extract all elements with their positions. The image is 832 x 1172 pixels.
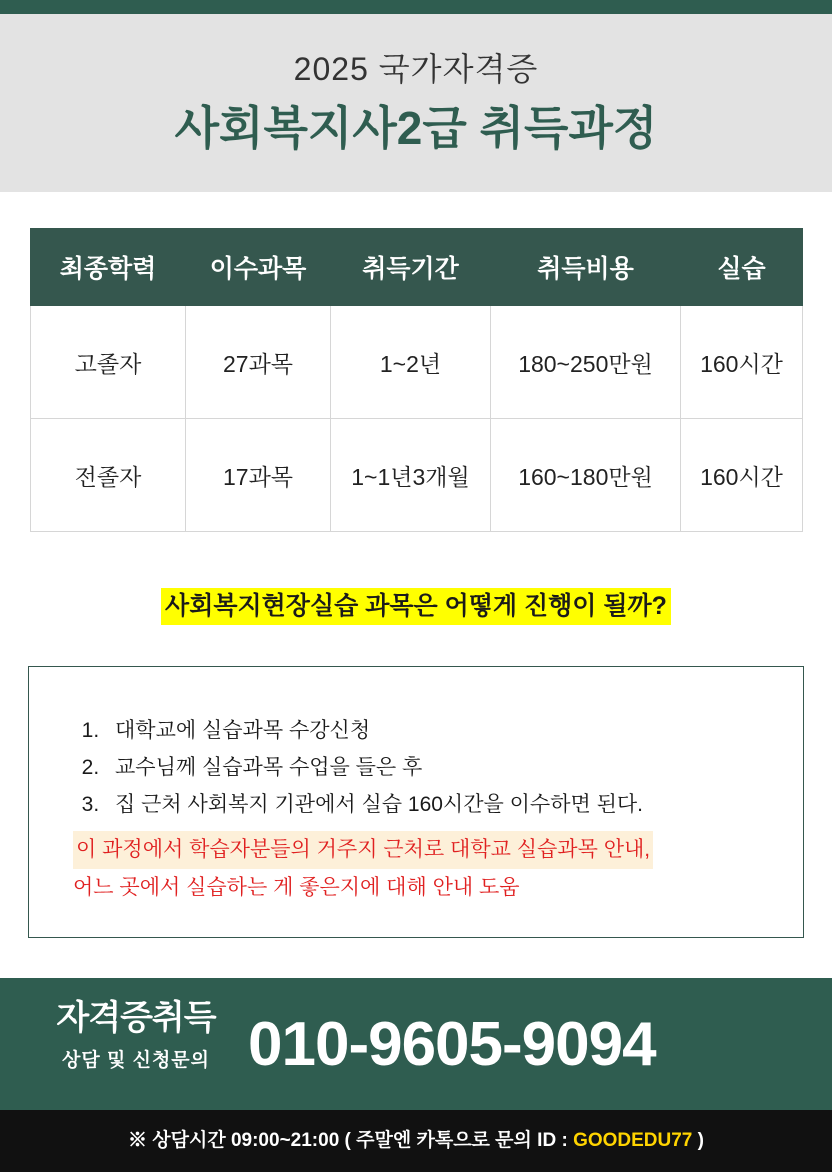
list-item: 1. 대학교에 실습과목 수강신청 (105, 713, 763, 750)
table-row (31, 419, 803, 532)
table-cell: 1~2년 (331, 306, 491, 419)
info-table-container (30, 228, 802, 532)
contact-label-line2: 상담 및 신청문의 (61, 1050, 211, 1072)
table-cell: 17과목 (186, 419, 331, 532)
table-column-header: 실습 (681, 229, 803, 306)
steps-box (28, 666, 804, 938)
header-subtitle: 2025 국가자격증 (293, 51, 539, 87)
contact-label (26, 1000, 246, 1072)
list-item: 2. 교수님께 실습과목 수업을 들은 후 (105, 750, 763, 787)
hours-bar (0, 1110, 832, 1172)
table-cell: 160~180만원 (491, 419, 681, 532)
table-cell: 180~250만원 (491, 306, 681, 419)
table-column-header: 최종학력 (31, 229, 186, 306)
page-title: 사회복지사2급 취득과정 (174, 102, 658, 155)
list-item: 3. 집 근처 사회복지 기관에서 실습 160시간을 이수하면 된다. (105, 787, 763, 824)
table-column-header: 이수과목 (186, 229, 331, 306)
notes-block (73, 831, 763, 907)
kakao-id: GOODEDU77 (573, 1130, 693, 1151)
table-cell: 160시간 (681, 306, 803, 419)
contact-footer (0, 978, 832, 1110)
question-heading (0, 588, 832, 625)
question-text: 사회복지현장실습 과목은 어떻게 진행이 될까? (161, 588, 671, 625)
table-cell: 160시간 (681, 419, 803, 532)
table-column-header: 취득기간 (331, 229, 491, 306)
table-header-row (31, 229, 803, 306)
contact-label-line1: 자격증취득 (56, 999, 216, 1037)
note-line: 어느 곳에서 실습하는 게 좋은지에 대해 안내 도움 (73, 876, 520, 900)
table-cell: 27과목 (186, 306, 331, 419)
steps-list (105, 713, 763, 823)
table-row (31, 306, 803, 419)
hours-text: ※ 상담시간 09:00~21:00 ( 주말엔 카톡으로 문의 ID : (128, 1130, 574, 1151)
qualification-table (30, 228, 803, 532)
table-cell: 전졸자 (31, 419, 186, 532)
note-line: 이 과정에서 학습자분들의 거주지 근처로 대학교 실습과목 안내, (73, 831, 653, 869)
top-accent-bar (0, 0, 832, 14)
table-column-header: 취득비용 (491, 229, 681, 306)
hours-text-suffix: ) (692, 1130, 704, 1151)
table-cell: 1~1년3개월 (331, 419, 491, 532)
phone-number[interactable]: 010-9605-9094 (248, 1010, 656, 1079)
header-section (0, 14, 832, 192)
table-cell: 고졸자 (31, 306, 186, 419)
